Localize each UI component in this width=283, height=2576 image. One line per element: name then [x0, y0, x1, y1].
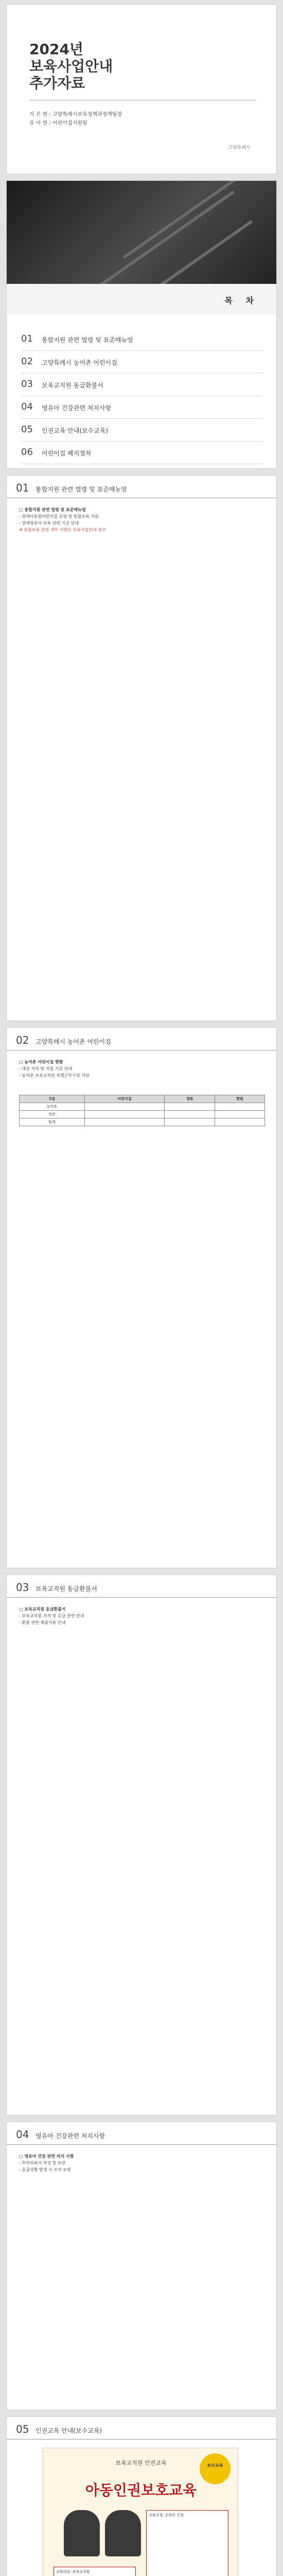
logo: 고양특례시 [228, 145, 251, 150]
section-02-slide [6, 1027, 277, 1568]
body-line: - 대상 지역 및 지원 기준 안내 [19, 1066, 73, 1071]
toc-item[interactable] [21, 398, 263, 419]
poster-info-box: 교육대상: 보육교직원 [54, 2567, 136, 2576]
toc-item-label: 인권교육 안내(보수교육) [42, 427, 109, 434]
poster-subtitle: 보육교직원 인권교육 [115, 2460, 167, 2466]
section-title: 영유아 건강관련 처치사항 [36, 2132, 105, 2140]
body-line: - 장애영유아 보육 관련 기준 안내 [19, 521, 79, 526]
toc-item[interactable] [21, 353, 263, 374]
body-line: ※ 통합보육 관련 세부 사항은 보육사업안내 참조 [19, 528, 106, 532]
section-header [7, 1575, 277, 1598]
section-header [7, 2417, 277, 2439]
table-cell: 합계 [20, 1118, 85, 1126]
section-header [7, 476, 277, 498]
table-cell [215, 1111, 264, 1118]
table-cell [84, 1118, 165, 1126]
section-05-slide [6, 2416, 277, 2576]
table-cell: 농어촌 [20, 1103, 85, 1111]
data-table [19, 1095, 265, 1126]
person-figure-icon [105, 2510, 141, 2556]
toc-item-num: 01 [21, 333, 33, 344]
toc-item-num: 05 [21, 424, 33, 435]
table-header: 현원 [215, 1095, 264, 1103]
section-number: 05 [16, 2423, 29, 2435]
cover-title-line1: 2024년 [29, 41, 83, 58]
body-line: - 농어촌 보육교직원 특별근무수당 지원 [19, 1073, 90, 1078]
body-line: - 장애아통합어린이집 운영 및 통합보육 지원 [19, 514, 99, 519]
body-line: - 투약의뢰서 작성 및 보관 [19, 2161, 66, 2165]
body-line: □ 농어촌 어린이집 현황 [19, 1060, 63, 1064]
toc-slide [6, 180, 277, 469]
toc-heading [7, 284, 277, 315]
toc-item-label: 통합지원 관련 법령 및 표준매뉴얼 [42, 336, 133, 344]
poster-info-box: 교육신청: 온라인 신청 [146, 2510, 228, 2576]
toc-item-label: 영유아 건강관련 처치사항 [42, 404, 112, 412]
section-title: 고양특례시 농어촌 어린이집 [36, 1038, 111, 1045]
person-figure-icon [64, 2510, 100, 2556]
toc-item-label: 어린이집 폐지절차 [42, 450, 92, 457]
section-04-slide [6, 2122, 277, 2410]
section-title: 통합지원 관련 법령 및 표준매뉴얼 [36, 486, 127, 493]
section-header [7, 1028, 277, 1050]
toc-item-num: 06 [21, 447, 33, 457]
toc-item-label: 고양특례시 농어촌 어린이집 [42, 359, 117, 366]
table-cell [165, 1111, 215, 1118]
cover-title-line3: 추가자료 [29, 75, 85, 92]
cover-meta-line1: 지 은 현 : 고양특례시보육정책과정책팀장 [29, 112, 122, 117]
section-body [19, 506, 266, 533]
toc-item[interactable] [21, 444, 263, 464]
table-header: 구분 [20, 1095, 85, 1103]
body-line: - 응급상황 발생 시 조치 요령 [19, 2167, 71, 2172]
section-title: 인권교육 안내(보수교육) [36, 2427, 102, 2434]
cover-title-line2: 보육사업안내 [29, 58, 113, 75]
body-line: □ 영유아 건강 관련 처치 사항 [19, 2154, 74, 2159]
body-line: □ 보육교직원 동급환불서 [19, 1607, 66, 1612]
table-header: 정원 [165, 1095, 215, 1103]
table-cell [215, 1118, 264, 1126]
table-row [20, 1111, 265, 1118]
toc-item[interactable] [21, 421, 263, 442]
body-line: □ 통합지원 관련 법령 및 표준매뉴얼 [19, 507, 86, 512]
cover-slide [6, 4, 277, 174]
table-header-row [20, 1095, 265, 1103]
toc-item-num: 03 [21, 379, 33, 389]
section-number: 02 [16, 1034, 29, 1046]
body-line: - 보육교직원 자격 및 등급 관련 안내 [19, 1614, 84, 1618]
section-number: 03 [16, 1581, 29, 1594]
section-03-slide [6, 1574, 277, 2115]
toc-item-num: 02 [21, 356, 33, 367]
toc-item[interactable] [21, 330, 263, 351]
toc-item-num: 04 [21, 401, 33, 412]
section-title: 보육교직원 동급환불서 [36, 1585, 97, 1592]
toc-item-label: 보육교직원 동급환불서 [42, 382, 103, 389]
cover-title [29, 41, 113, 92]
toc-photo [7, 181, 277, 284]
table-cell [165, 1103, 215, 1111]
section-body [19, 1606, 266, 1626]
table-row [20, 1103, 265, 1111]
table-row [20, 1118, 265, 1126]
table-header: 어린이집 [84, 1095, 165, 1103]
cover-meta-line2: 유 아 현 : 어린이집지원팀 [29, 121, 87, 126]
poster-badge: 보수교육 [200, 2453, 231, 2484]
table-cell: 일반 [20, 1111, 85, 1118]
table-cell [84, 1111, 165, 1118]
table-cell [215, 1103, 264, 1111]
poster-title: 아동인권보호교육 [85, 2482, 197, 2499]
section-header [7, 2122, 277, 2145]
toc-heading-text: 목 차 [224, 296, 259, 306]
toc-item[interactable] [21, 376, 263, 396]
cover-meta [29, 110, 122, 128]
section-01-slide [6, 475, 277, 1021]
section-body [19, 2153, 266, 2173]
body-line: - 환불 관련 제출서류 안내 [19, 1620, 66, 1625]
table-cell [165, 1118, 215, 1126]
training-poster [43, 2448, 238, 2576]
table-cell [84, 1103, 165, 1111]
section-body [19, 1059, 266, 1079]
section-number: 04 [16, 2128, 29, 2141]
section-number: 01 [16, 482, 29, 494]
